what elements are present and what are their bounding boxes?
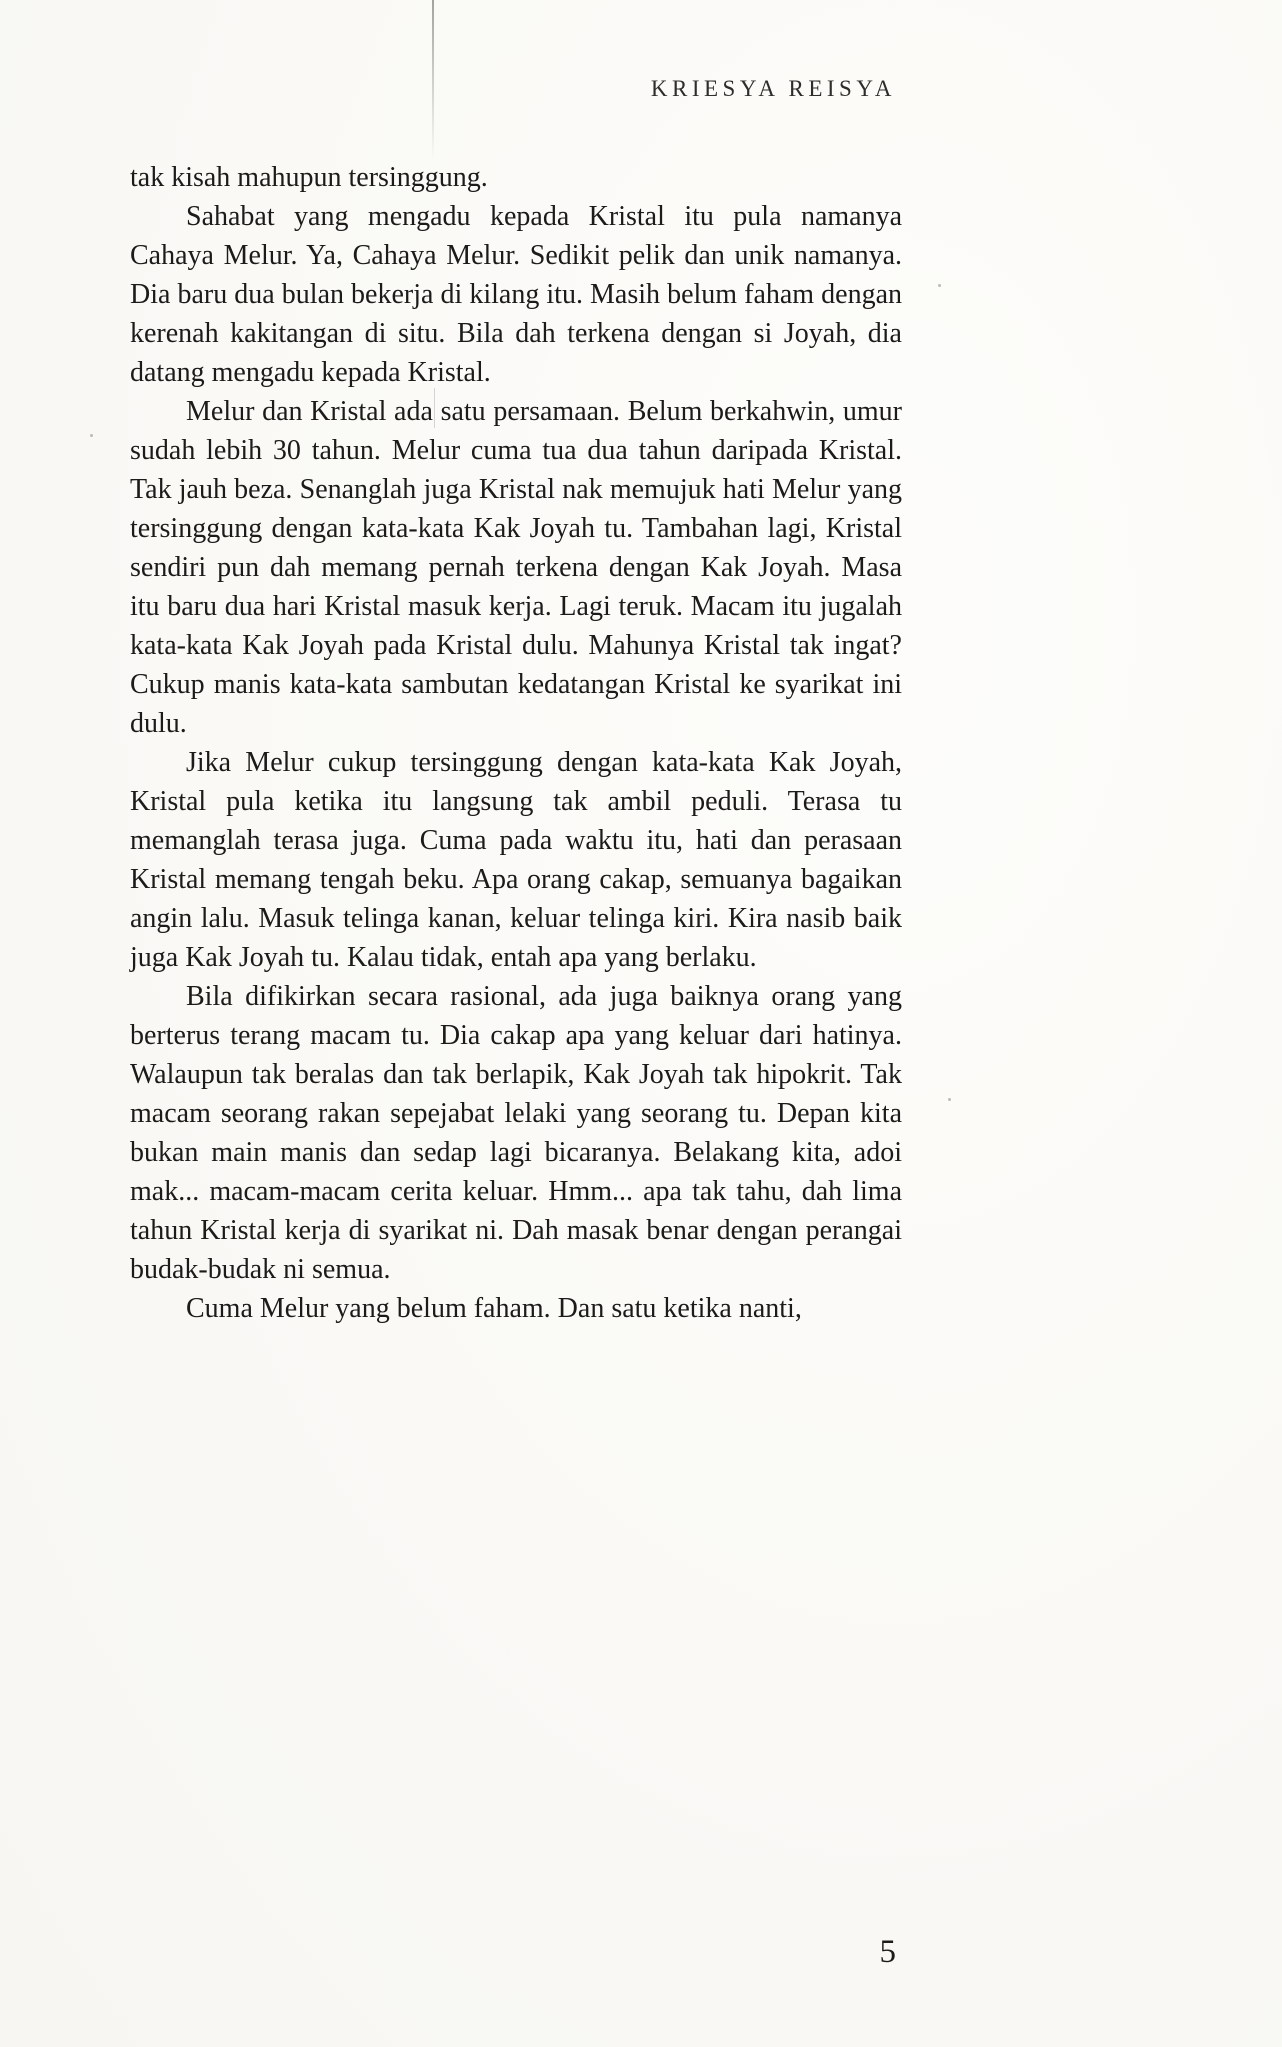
paragraph: Cuma Melur yang belum faham. Dan satu ketika nanti,: [186, 1293, 802, 1324]
paragraph: Melur dan Kristal ada satu persamaan. Belum berkahwin, umur sudah lebih 30 tahun. Melur cuma tua dua tahun daripada Kristal. Tak jauh beza. Senanglah juga Kristal nak memujuk hati Melur yang tersinggung dengan kata-kata Kak Joyah tu. Tambahan lagi, Kristal sendiri pun dah memang pernah terkena dengan Kak Joyah. Masa itu baru dua hari Kristal masuk kerja. Lagi teruk. Macam itu jugalah kata-kata Kak Joyah pada Kristal dulu. Mahunya Kristal tak ingat? Cukup manis kata-kata sambutan kedatangan Kristal ke syarikat ini dulu.: [130, 396, 902, 739]
paragraph: Sahabat yang mengadu kepada Kristal itu pula namanya Cahaya Melur. Ya, Cahaya Melur. Sedikit pelik dan unik namanya. Dia baru dua bulan bekerja di kilang itu. Masih belum faham dengan kerenah kakitangan di situ. Bila dah terkena dengan si Joyah, dia datang mengadu kepada Kristal.: [130, 201, 902, 388]
running-head: KRIESYA REISYA: [650, 76, 896, 101]
paragraph: Jika Melur cukup tersinggung dengan kata-kata Kak Joyah, Kristal pula ketika itu langsung tak ambil peduli. Terasa tu memanglah terasa juga. Cuma pada waktu itu, hati dan perasaan Kristal memang tengah beku. Apa orang cakap, semuanya bagaikan angin lalu. Masuk telinga kanan, keluar telinga kiri. Kira nasib baik juga Kak Joyah tu. Kalau tidak, entah apa yang berlaku.: [130, 747, 902, 973]
body-text: [130, 158, 902, 1328]
page-number: 5: [879, 1934, 896, 1970]
scan-speck-artifact: [90, 434, 93, 437]
scan-speck-artifact: [948, 1098, 951, 1101]
paragraph: Bila difikirkan secara rasional, ada juga baiknya orang yang berterus terang macam tu. Dia cakap apa yang keluar dari hatinya. Walaupun tak beralas dan tak berlapik, Kak Joyah tak hipokrit. Tak macam seorang rakan sepejabat lelaki yang seorang tu. Depan kita bukan main manis dan sedap lagi bicaranya. Belakang kita, adoi mak... macam-macam cerita keluar. Hmm... apa tak tahu, dah lima tahun Kristal kerja di syarikat ni. Dah masak benar dengan perangai budak-budak ni semua.: [130, 981, 902, 1285]
paragraph-continuation: tak kisah mahupun tersinggung.: [130, 162, 488, 193]
scan-speck-artifact: [938, 284, 941, 287]
